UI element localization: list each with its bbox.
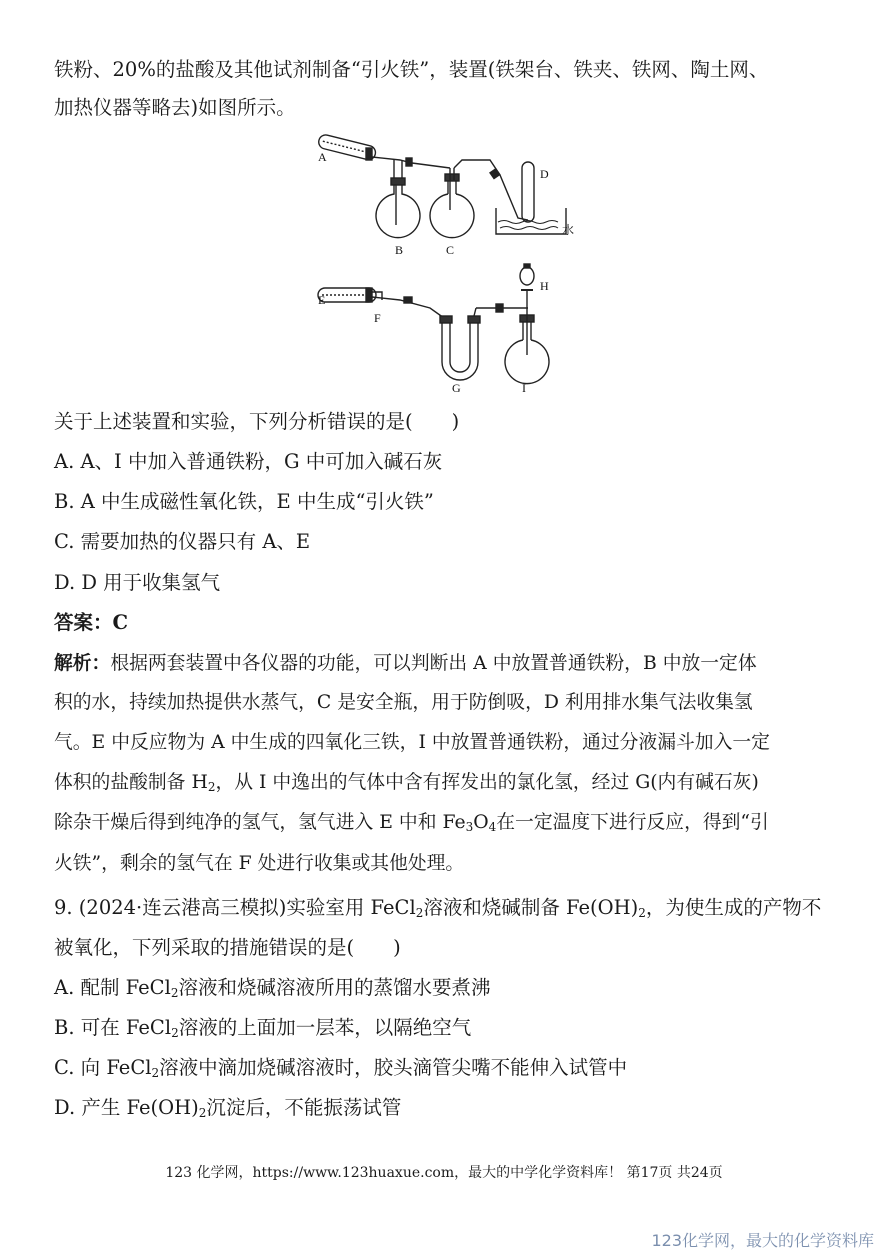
analysis-line-4 <box>54 774 759 793</box>
q9-stem-b: 溶液和烧碱制备 Fe(OH) <box>423 896 639 919</box>
q9-option-d <box>54 1098 401 1118</box>
analysis-text-1: 根据两套装置中各仪器的功能，可以判断出 A 中放置普通铁粉，B 中放一定体 <box>110 653 757 674</box>
q9-stem-line-2: 被氧化，下列采取的措施错误的是( ) <box>54 936 401 959</box>
analysis-text-5a: 除杂干燥后得到纯净的氢气，氢气进入 E 中和 Fe <box>54 812 466 833</box>
label-g: G <box>452 381 461 395</box>
funnel-h <box>520 264 534 290</box>
label-f: F <box>374 311 381 325</box>
analysis-label: 解析： <box>54 652 111 674</box>
analysis-text-4b: ，从 I 中逸出的气体中含有挥发出的氯化氢，经过 G(内有碱石灰) <box>215 772 759 793</box>
tube-e <box>318 288 376 302</box>
analysis-line-3: 气。E 中反应物为 A 中生成的四氧化三铁，I 中放置普通铁粉，通过分液漏斗加入一定 <box>54 732 770 753</box>
q9-option-c <box>54 1058 627 1078</box>
analysis-text-5b: O <box>473 812 489 833</box>
label-water: 水 <box>562 223 575 237</box>
intro-line-1: 铁粉、20%的盐酸及其他试剂制备“引火铁”，装置(铁架台、铁夹、铁网、陶土网、 <box>54 58 769 81</box>
apparatus-figure <box>300 130 600 402</box>
q9-stem-sub1: 2 <box>415 906 424 920</box>
q9-opt-c-text-2: 溶液中滴加烧碱溶液时，胶头滴管尖嘴不能伸入试管中 <box>159 1056 628 1079</box>
flask-b <box>376 160 420 238</box>
intro-line-2: 加热仪器等略去)如图所示。 <box>54 96 296 119</box>
q9-opt-d-text-2: 沉淀后，不能振荡试管 <box>206 1096 402 1119</box>
label-e: E <box>318 293 326 307</box>
q9-stem-sub2: 2 <box>638 906 646 920</box>
label-a: A <box>318 150 327 164</box>
analysis-text-4a: 体积的盐酸制备 H <box>54 772 208 793</box>
label-c: C <box>446 243 455 257</box>
q9-stem-c: ，为使生成的产物不 <box>645 896 822 919</box>
analysis-sub-4: 2 <box>207 780 216 794</box>
q8-option-c: C. 需要加热的仪器只有 A、E <box>54 530 311 553</box>
label-i: I <box>522 381 526 395</box>
analysis-line-2: 积的水，持续加热提供水蒸气，C 是安全瓶，用于防倒吸，D 利用排水集气法收集氢 <box>54 692 753 713</box>
q9-opt-b-text-1: B. 可在 FeCl <box>54 1016 172 1039</box>
q9-stem-a: 9. (2024·连云港高三模拟)实验室用 FeCl <box>54 896 416 919</box>
q8-option-b: B. A 中生成磁性氧化铁，E 中生成“引火铁” <box>54 490 434 513</box>
analysis-sub-5a: 3 <box>465 820 474 834</box>
q8-option-a: A. A、I 中加入普通铁粉，G 中可加入碱石灰 <box>54 450 443 473</box>
q9-opt-b-text-2: 溶液的上面加一层苯，以隔绝空气 <box>178 1016 472 1039</box>
analysis-sub-5b: 4 <box>488 820 497 834</box>
flask-i <box>505 290 549 384</box>
q8-option-d: D. D 用于收集氢气 <box>54 571 221 594</box>
q9-opt-c-text-1: C. 向 FeCl <box>54 1056 152 1079</box>
analysis-line-5 <box>54 814 769 833</box>
watermark: 123化学网，最大的化学资料库 <box>651 1231 874 1250</box>
q9-opt-a-text-1: A. 配制 FeCl <box>54 976 171 999</box>
q9-option-b <box>54 1018 471 1038</box>
u-tube-g <box>440 308 480 380</box>
label-h: H <box>540 279 549 293</box>
tube-d <box>522 162 534 222</box>
q9-opt-d-text-1: D. 产生 Fe(OH) <box>54 1096 199 1119</box>
q9-opt-c-sub: 2 <box>151 1066 160 1080</box>
q9-opt-a-sub: 2 <box>170 986 179 1000</box>
analysis-line-6: 火铁”，剩余的氢气在 F 处进行收集或其他处理。 <box>54 853 465 874</box>
q8-stem: 关于上述装置和实验，下列分析错误的是( ) <box>54 410 460 433</box>
label-b: B <box>395 243 404 257</box>
page-footer: 123 化学网，https://www.123huaxue.com，最大的中学化学资料库！ 第17页 共24页 <box>165 1165 723 1181</box>
flask-c <box>430 168 474 238</box>
analysis-line-1 <box>54 654 757 674</box>
q9-option-a <box>54 978 491 998</box>
q9-opt-d-sub: 2 <box>198 1106 207 1120</box>
q9-opt-b-sub: 2 <box>171 1026 179 1040</box>
answer-label: 答案： <box>54 611 113 634</box>
answer-value: C <box>112 611 129 634</box>
q9-opt-a-text-2: 溶液和烧碱溶液所用的蒸馏水要煮沸 <box>178 976 491 999</box>
label-d: D <box>540 167 549 181</box>
q9-stem-line-1 <box>54 898 821 918</box>
q8-answer <box>54 613 128 633</box>
analysis-text-5c: 在一定温度下进行反应，得到“引 <box>496 812 769 833</box>
